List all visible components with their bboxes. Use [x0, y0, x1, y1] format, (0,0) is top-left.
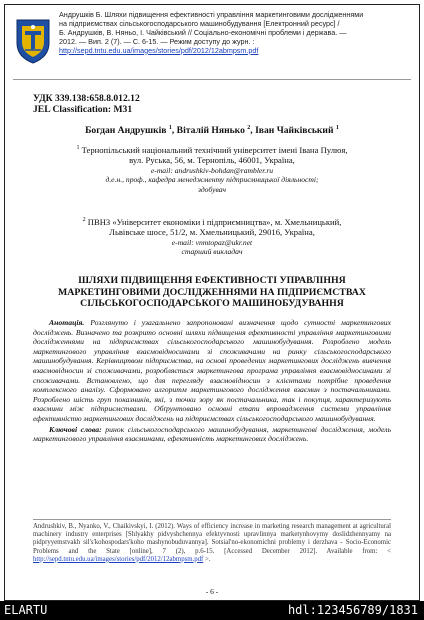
repository-status-bar — [0, 601, 424, 620]
header-line: Андрушків Б. Шляхи підвищення ефективності управління маркетинговими дослідженнями — [59, 10, 364, 19]
affiliation-2 — [5, 215, 419, 257]
abstract-label: Анотація. — [49, 318, 85, 327]
citation-url-suffix: >. — [203, 555, 211, 563]
affiliation-1 — [5, 143, 419, 194]
author-affiliation-mark: 1 — [168, 125, 172, 131]
repository-name: ELARTU — [4, 603, 48, 617]
affiliation-address: Львівське шосе, 51/2, м. Хмельницький, 29016, Україна, — [109, 227, 315, 238]
affiliation-role: здобувач — [197, 184, 227, 194]
author-list: Богдан Андрушків $^1$, Віталій Нянько $^2$, Іван Чайківський $^1$ — [85, 125, 339, 137]
author-affiliation-mark: 2 — [247, 125, 251, 131]
udc-code: УДК 339.138:658.8.012.12 — [33, 93, 140, 104]
university-crest-logo — [13, 17, 53, 65]
affiliation-institution: Тернопільський національний технічний університет імені Івана Пулюя, — [81, 144, 348, 155]
page-number: - 6 - — [205, 587, 219, 596]
header-url-link[interactable]: http://sepd.tntu.edu.ua/images/stories/pdf/2012/12abmpsm.pdf — [59, 45, 259, 55]
author-affiliation-mark: 1 — [335, 125, 339, 131]
header-line: на підприємствах сільськогосподарського машинобудування [Електронний ресурс] / — [59, 18, 340, 28]
citation-url-link[interactable]: http://sepd.tntu.edu.ua/images/stories/pdf/2012/12abmpsm.pdf — [33, 555, 204, 563]
citation-text: Andrushkiv, B., Nyanko, V., Chaikivskyi, I. (2012). Ways of efficiency increase in marketing research management at agricultural machinery industry enterprises [Shlyakhy pidvyshchennya efektyvnosti upravlinnya marketynhovymy doslidzhennyamy na pidpryyemstvakh sil's'kohospodars'koho mashynobuduvannya]. Sotsial'no-ekonomichni problemy i derzhava - Socio-Economic Problems and the State [online], 7 (2), p.6-15. [Accessed December 2012]. Available from: — [33, 523, 391, 555]
abstract-block — [33, 318, 391, 444]
classification-block — [33, 93, 140, 115]
affiliation-mark: 2 — [82, 217, 86, 223]
english-citation — [33, 523, 391, 564]
affiliation-address: вул. Руська, 56, м. Тернопіль, 46001, Україна, — [129, 155, 295, 166]
affiliation-email: e-mail: vnmtopaz@ukr.net — [171, 237, 253, 247]
header-line: 2012. — Вип. 2 (7). — С. 6-15. — Режим доступу до журн. : — [59, 36, 255, 46]
jel-code: JEL Classification: M31 — [33, 104, 133, 115]
keywords-label: Ключові слова: — [49, 424, 102, 434]
citation-url-prefix: < — [387, 547, 391, 555]
paper-title: ШЛЯХИ ПІДВИЩЕННЯ ЕФЕКТИВНОСТІ УПРАВЛІННЯ МАРКЕТИНГОВИМИ ДОСЛІДЖЕННЯМИ НА ПІДПРИЄМСТВАХ СІЛЬСЬКОГОСПОДАРСЬКОГО МАШИНОБУДУВАННЯ — [58, 275, 366, 310]
header-divider — [13, 79, 411, 80]
affiliation-institution: ПВНЗ «Університет економіки і підприємництва», м. Хмельницький, — [87, 216, 342, 227]
abstract-text: Розглянуто і узагальнено запропоновані визначення щодо сутності маркетингових досліджень. Визначено та розкрито основні шляхи підвищення ефективності управління маркетинговими дослідженнями на підприємствах сільськогосподарського машинобудування. Розроблено модель маркетингового управління взаємовідносинами зі споживачами на ринку сільськогосподарського машинобудування. Керівництвом підприємства, на основі проведених маркетингових досліджень вивчення взаємовідносин зі споживачами, розробляється маркетингова програма управління взаємовідносинами зі споживачами. Встановлено, що для перегляду взаємовідносин з клієнтами потрібне проведення комплексного аналізу. Сформовано алгоритм маркетингового дослідження взаємин з постачальниками. Розроблено шість груп показників, які, з точки зору як постачальника, так і покупця, характеризують взаємини між підприємствами. Обґрунтовано основні етапи впровадження системи управління ефективністю маркетингових досліджень на підприємствах сільськогосподарського машинобудування. — [33, 318, 391, 423]
author-name: Богдан Андрушків — [85, 125, 167, 137]
header-line: Б. Андрушків, В. Няньо, І. Чайківський // Соціально-економічні проблеми і держава. — — [59, 27, 347, 37]
document-page — [4, 4, 420, 601]
handle-identifier: hdl:123456789/1831 — [287, 603, 418, 617]
author-name: Іван Чайківський — [255, 125, 334, 137]
affiliation-mark: 1 — [76, 145, 80, 151]
affiliation-email: e-mail: andrushkiv-bohdan@rambler.ru — [150, 165, 274, 175]
header-citation-text — [59, 11, 413, 56]
keywords-text: ринок сільськогосподарського машинобудування, маркетингові дослідження, модель маркетингового управління взаєминами, ефективність маркетингових досліджень. — [33, 424, 392, 444]
author-name: Віталій Нянько — [176, 125, 245, 137]
affiliation-role: д.е.н., проф., кафедра менеджменту підприємницької діяльності; — [105, 175, 319, 185]
citation-header — [13, 11, 413, 77]
affiliation-role: старший викладач — [181, 247, 243, 257]
footer-divider — [33, 519, 391, 520]
